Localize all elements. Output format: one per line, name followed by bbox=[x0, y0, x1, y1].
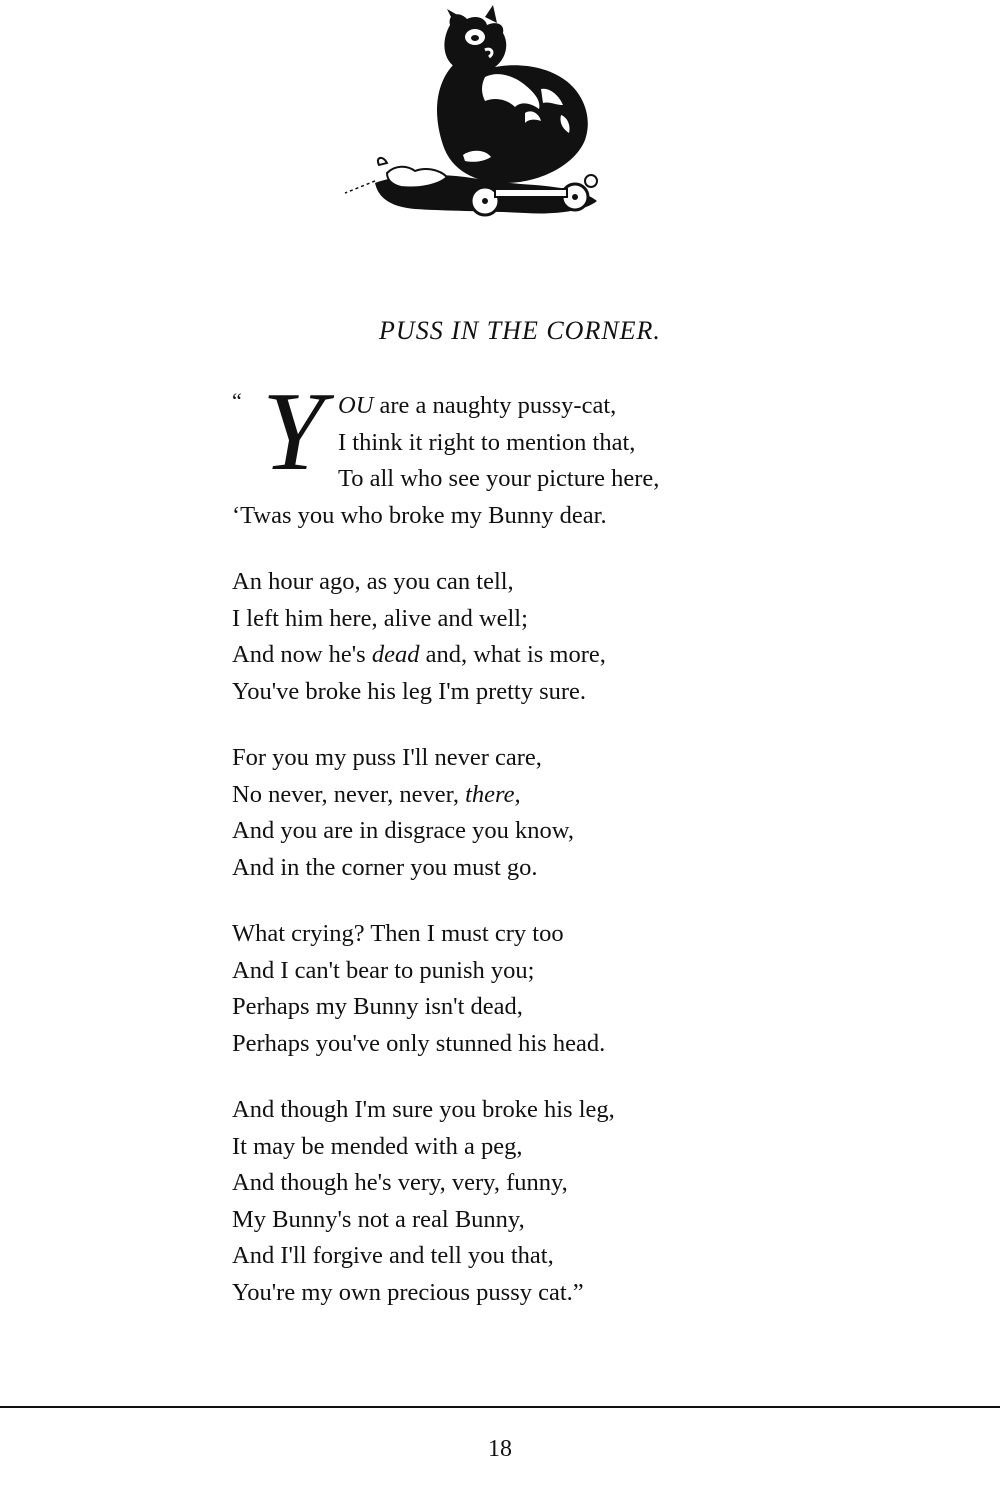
emphasized-word: there, bbox=[465, 780, 521, 808]
line-text: are a naughty pussy-cat, bbox=[373, 392, 617, 419]
poem-line: And though I'm sure you broke his leg, bbox=[232, 1096, 615, 1123]
poem-line: I left him here, alive and well; bbox=[232, 604, 528, 632]
poem-line: And I'll forgive and tell you that, bbox=[232, 1242, 554, 1269]
stanza-spacer bbox=[232, 710, 659, 740]
stanza-4 bbox=[232, 916, 659, 1062]
poem-line: And though he's very, very, funny, bbox=[232, 1169, 568, 1196]
stanza-spacer bbox=[232, 534, 659, 564]
poem-line bbox=[232, 388, 659, 425]
poem-line: It may be mended with a peg, bbox=[232, 1132, 523, 1160]
line-text: And now he's bbox=[232, 641, 372, 668]
poem-line: You're my own precious pussy cat.” bbox=[232, 1278, 584, 1306]
stanza-1 bbox=[232, 388, 659, 534]
poem-line: And you are in disgrace you know, bbox=[232, 817, 575, 844]
line-text: and, what is more, bbox=[419, 641, 606, 668]
poem-line: I think it right to mention that, bbox=[338, 428, 636, 456]
stanza-spacer bbox=[232, 886, 659, 916]
drop-cap-continuation: OU bbox=[338, 392, 374, 419]
page-number: 18 bbox=[488, 1436, 512, 1462]
poem-line bbox=[232, 637, 659, 674]
poem-line: An hour ago, as you can tell, bbox=[232, 568, 514, 595]
poem-line: ‘Twas you who broke my Bunny dear. bbox=[232, 501, 607, 529]
poem-line bbox=[232, 777, 659, 814]
cat-with-toy-bunny-icon bbox=[335, 5, 610, 220]
opening-quote-mark: “ bbox=[232, 388, 242, 413]
poem-line: Perhaps you've only stunned his head. bbox=[232, 1029, 606, 1057]
line-text: No never, never, never, bbox=[232, 780, 466, 808]
poem-line: And in the corner you must go. bbox=[232, 853, 538, 881]
stanza-3 bbox=[232, 740, 659, 886]
poem-line: Perhaps my Bunny isn't dead, bbox=[232, 993, 523, 1020]
poem-line: To all who see your picture here, bbox=[338, 465, 660, 492]
poem-line: My Bunny's not a real Bunny, bbox=[232, 1205, 525, 1233]
stanza-5 bbox=[232, 1092, 659, 1311]
drop-cap-letter: Y bbox=[262, 370, 325, 494]
footer-divider bbox=[0, 1406, 1000, 1408]
stanza-2 bbox=[232, 564, 659, 710]
emphasized-word: dead bbox=[371, 641, 420, 668]
stanza-spacer bbox=[232, 1062, 659, 1092]
poem-line: You've broke his leg I'm pretty sure. bbox=[232, 677, 587, 705]
poem-line: And I can't bear to punish you; bbox=[232, 956, 535, 984]
poem-body bbox=[232, 388, 659, 1311]
poem-title: PUSS IN THE CORNER. bbox=[379, 316, 661, 345]
poem-line: What crying? Then I must cry too bbox=[232, 920, 564, 947]
poem-line: For you my puss I'll never care, bbox=[232, 744, 542, 771]
